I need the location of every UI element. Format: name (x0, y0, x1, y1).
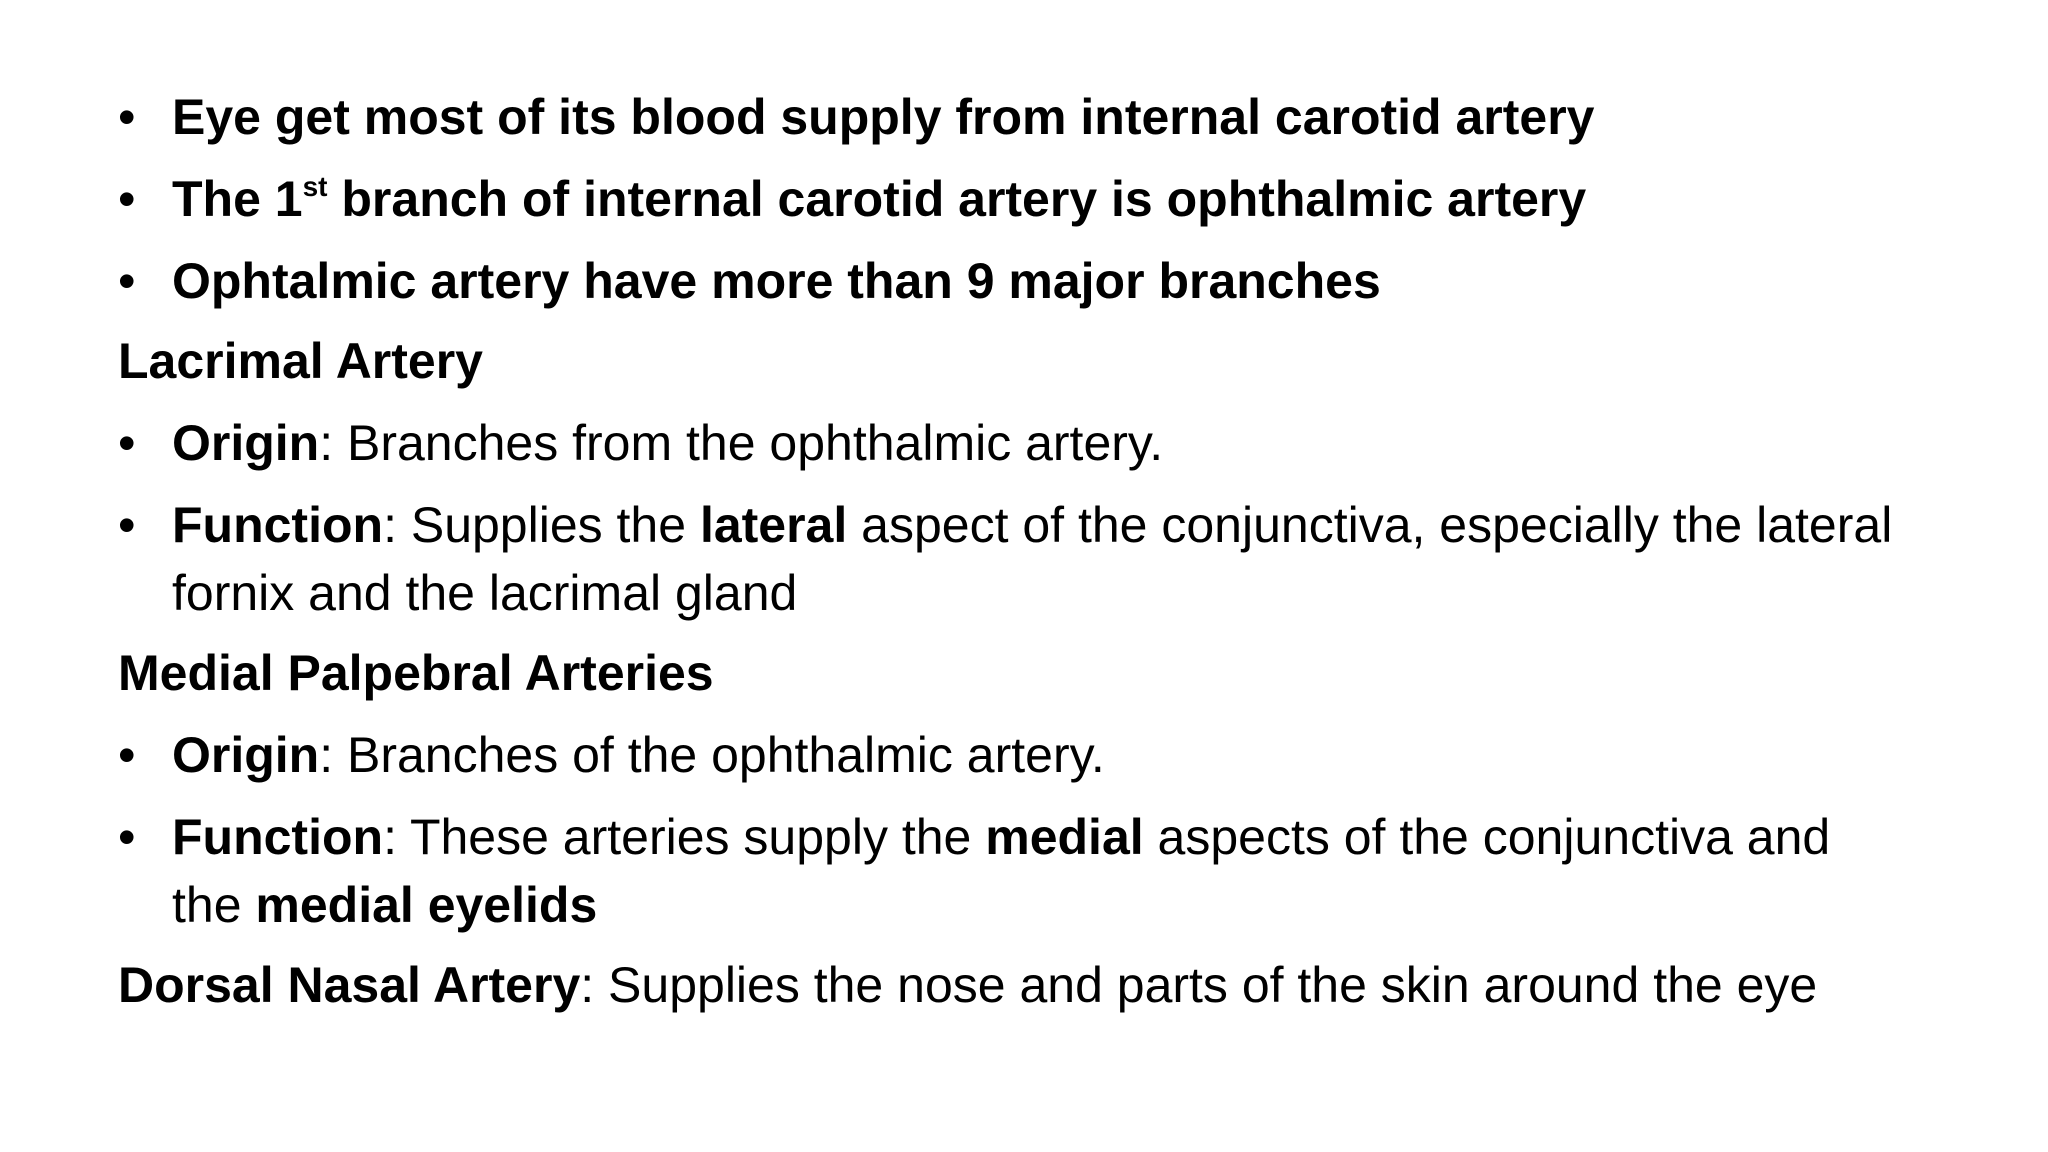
medial-heading: Medial Palpebral Arteries (118, 645, 714, 701)
medial-function-text (172, 804, 1830, 870)
origin-description: : Branches of the ophthalmic artery. (319, 727, 1105, 783)
origin-label: Origin (172, 727, 320, 783)
lacrimal-function-text (172, 492, 1892, 558)
dorsal-nasal-description: : Supplies the nose and parts of the skin around the eye (580, 957, 1818, 1013)
function-label: Function (172, 497, 384, 553)
intro-bullet-1-text: Eye get most of its blood supply from internal carotid artery (172, 89, 1595, 145)
function-description-part-2: aspect of the conjunctiva, especially the lateral (847, 497, 1893, 553)
intro-bullet-3-text: Ophtalmic artery have more than 9 major branches (172, 253, 1381, 309)
dorsal-nasal-label: Dorsal Nasal Artery (118, 957, 581, 1013)
bullet-glyph: • (118, 253, 136, 309)
function-description-part-1: : Supplies the (383, 497, 700, 553)
function-line-2-emphasis: medial eyelids (255, 877, 598, 933)
origin-label: Origin (172, 415, 320, 471)
bullet-glyph: • (118, 497, 136, 553)
function-description-part-1: : These arteries supply the (383, 809, 986, 865)
medial-origin-text (172, 722, 1105, 788)
function-label: Function (172, 809, 384, 865)
medial-function-line-2 (172, 872, 597, 938)
intro-bullet-2-prefix: The 1 (172, 171, 303, 227)
lacrimal-origin-text (172, 410, 1163, 476)
bullet-glyph: • (118, 809, 136, 865)
bullet-glyph: • (118, 89, 136, 145)
function-line-2-text: the (172, 877, 256, 933)
intro-bullet-2-text (172, 166, 1586, 232)
lacrimal-function-line-2: fornix and the lacrimal gland (172, 565, 798, 621)
function-description-part-2: aspects of the conjunctiva and (1143, 809, 1831, 865)
origin-description: : Branches from the ophthalmic artery. (319, 415, 1164, 471)
bullet-glyph: • (118, 171, 136, 227)
bullet-glyph: • (118, 727, 136, 783)
function-emphasis: medial (985, 809, 1144, 865)
ordinal-superscript: st (302, 171, 328, 202)
intro-bullet-2-suffix: branch of internal carotid artery is ophthalmic artery (327, 171, 1587, 227)
lacrimal-heading: Lacrimal Artery (118, 333, 483, 389)
bullet-glyph: • (118, 415, 136, 471)
function-emphasis: lateral (699, 497, 848, 553)
dorsal-nasal-line (118, 952, 1817, 1018)
